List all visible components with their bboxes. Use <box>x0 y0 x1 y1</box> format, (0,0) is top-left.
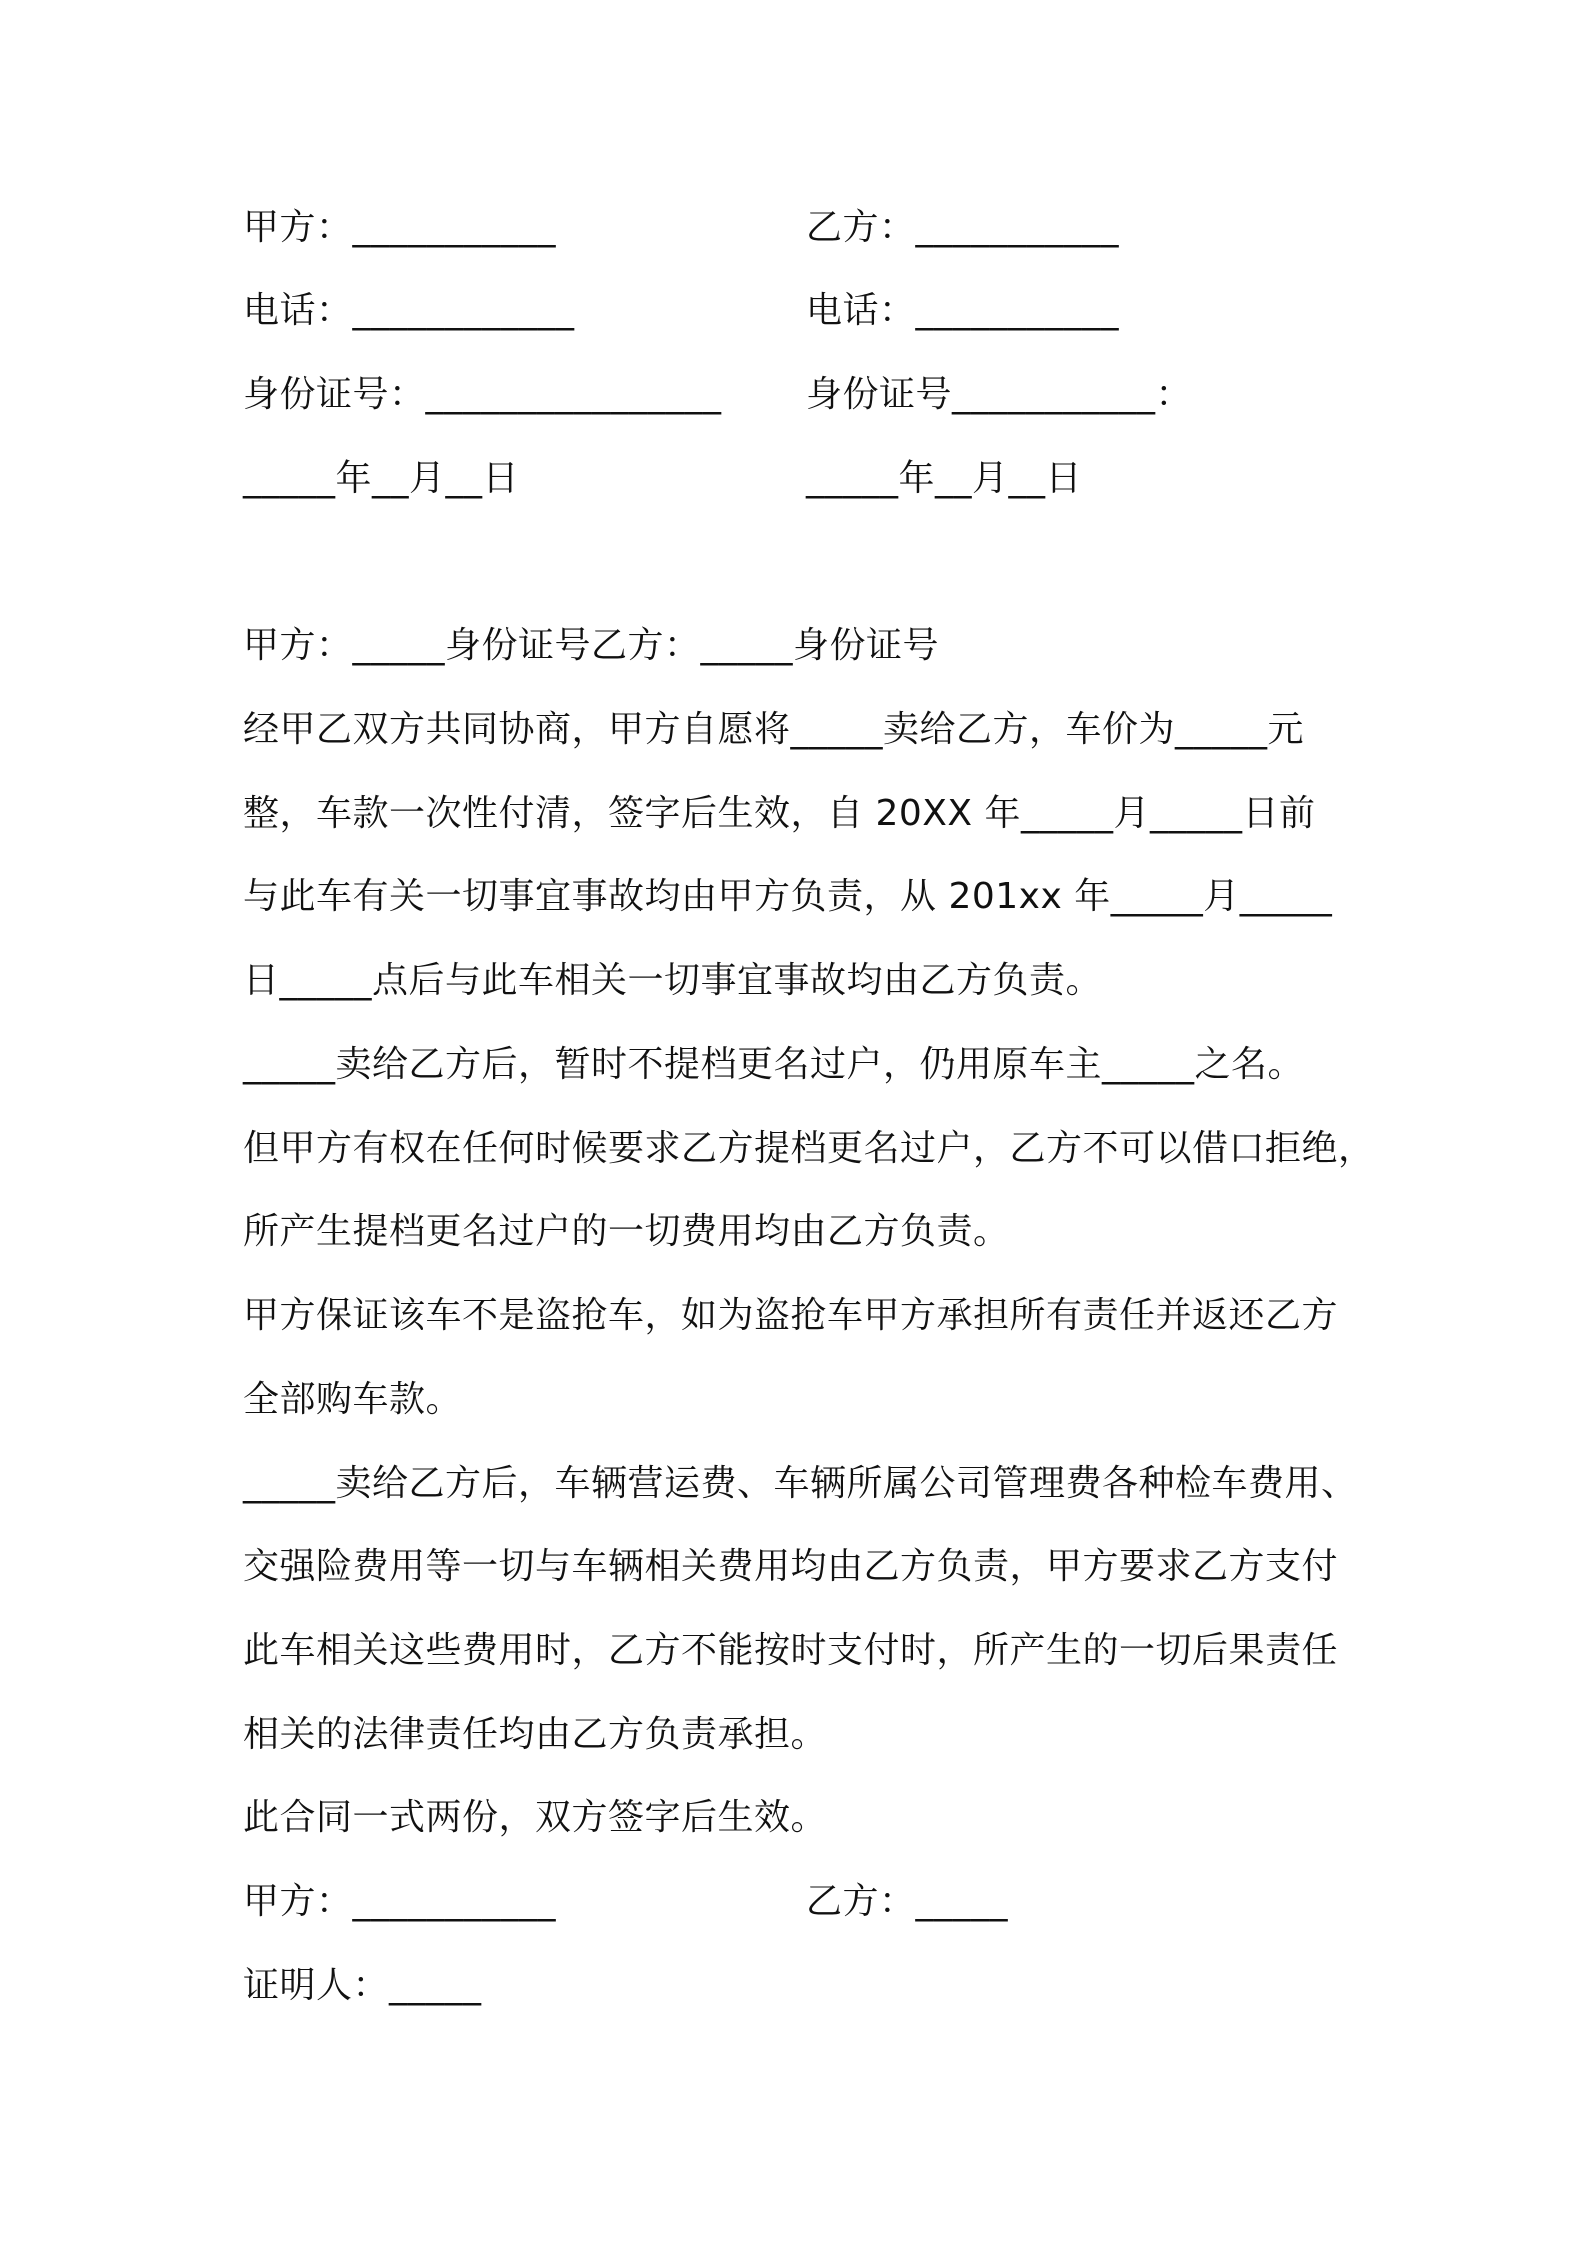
body-line: 全部购车款。 <box>243 1379 463 1420</box>
party-b-id-field: 身份证号___________： <box>806 374 1193 415</box>
body-line: 日_____点后与此车相关一切事宜事故均由乙方负责。 <box>243 960 1103 1001</box>
body-line: 甲方保证该车不是盗抢车，如为盗抢车甲方承担所有责任并返还乙方 <box>243 1295 1339 1336</box>
body-line: 经甲乙双方共同协商，甲方自愿将_____卖给乙方，车价为_____元 <box>243 709 1305 750</box>
party-a-name-field: 甲方：___________ <box>243 207 557 248</box>
body-line: 整，车款一次性付清，签字后生效，自 20XX 年_____月_____日前 <box>243 793 1316 834</box>
body-line: 此车相关这些费用时，乙方不能按时支付时，所产生的一切后果责任 <box>243 1630 1339 1671</box>
body-line: 与此车有关一切事宜事故均由甲方负责，从 201xx 年_____月_____ <box>243 876 1333 917</box>
signature-witness: 证明人：_____ <box>243 1965 482 2006</box>
party-b-phone-field: 电话：___________ <box>806 290 1120 331</box>
body-line: 交强险费用等一切与车辆相关费用均由乙方负责，甲方要求乙方支付 <box>243 1546 1339 1587</box>
body-line: _____卖给乙方后，暂时不提档更名过户，仍用原车主_____之名。 <box>243 1044 1305 1085</box>
body-line: 相关的法律责任均由乙方负责承担。 <box>243 1714 828 1755</box>
party-a-date-field: _____年__月__日 <box>243 458 520 499</box>
party-b-name-field: 乙方：___________ <box>806 207 1120 248</box>
body-line: 所产生提档更名过户的一切费用均由乙方负责。 <box>243 1211 1010 1252</box>
signature-party-b: 乙方：_____ <box>806 1881 1009 1922</box>
body-line: 但甲方有权在任何时候要求乙方提档更名过户，乙方不可以借口拒绝， <box>243 1128 1375 1169</box>
signature-party-a: 甲方：___________ <box>243 1881 557 1922</box>
body-line: 此合同一式两份，双方签字后生效。 <box>243 1797 828 1838</box>
body-line: _____卖给乙方后，车辆营运费、车辆所属公司管理费各种检车费用、 <box>243 1463 1358 1504</box>
party-b-date-field: _____年__月__日 <box>806 458 1083 499</box>
body-line: 甲方：_____身份证号乙方：_____身份证号 <box>243 625 940 666</box>
party-a-phone-field: 电话：____________ <box>243 290 575 331</box>
party-a-id-field: 身份证号：________________ <box>243 374 722 415</box>
